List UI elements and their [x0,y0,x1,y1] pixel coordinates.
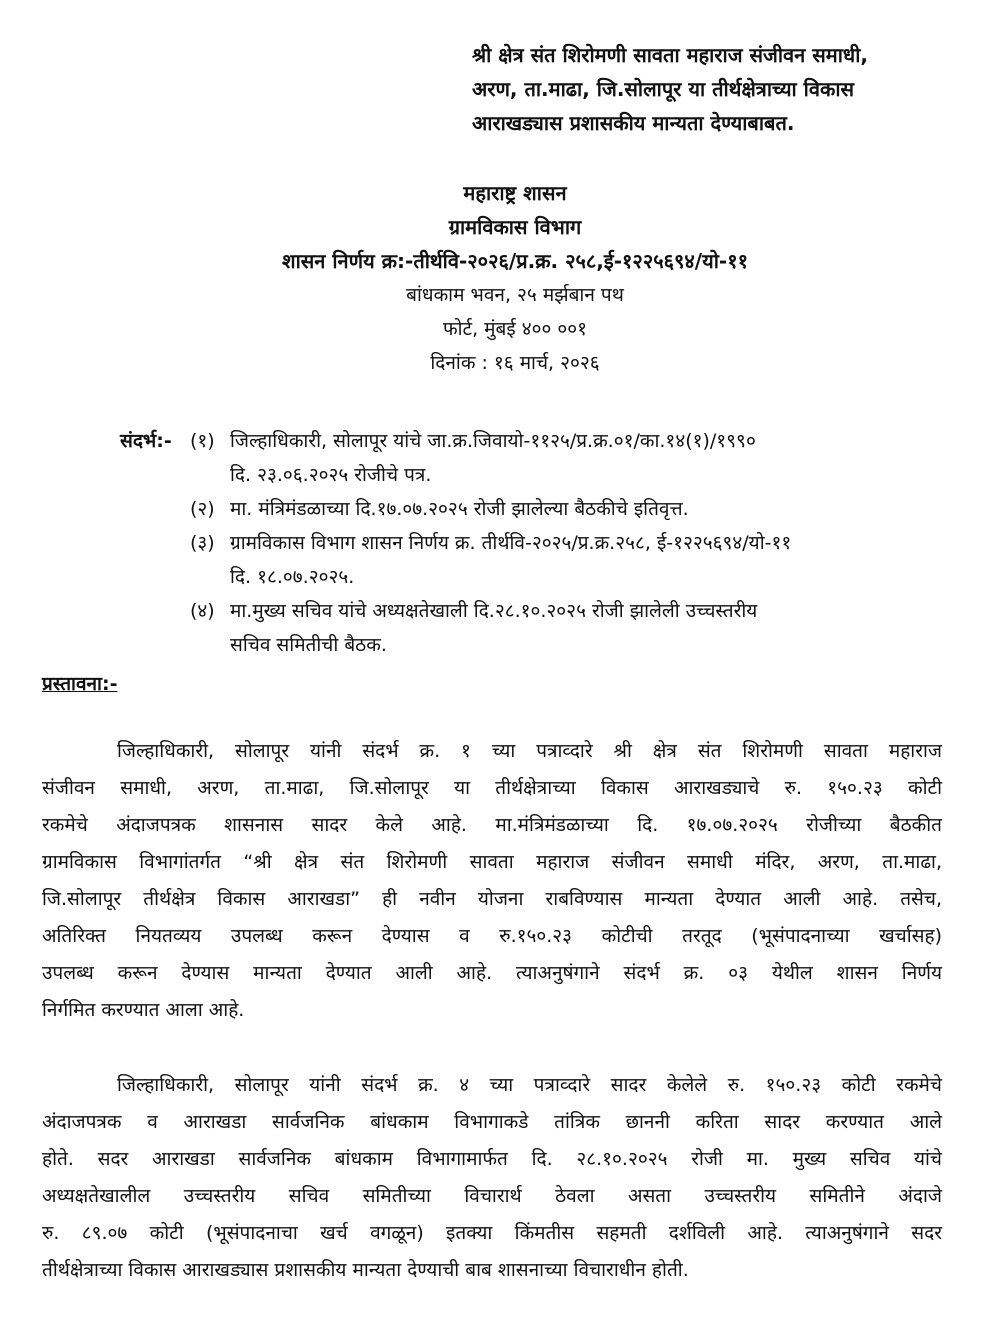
paragraph-line: अंदाजपत्रक व आराखडा सार्वजनिक बांधकाम विभागाकडे तांत्रिक छाननी करिता सादर करण्यात आले [42,1111,942,1133]
reference-text: सचिव समितीची बैठक. [230,634,387,656]
subject-line: श्री क्षेत्र संत शिरोमणी सावता महाराज संजीवन समाधी, [472,43,868,67]
paragraph-line: संजीवन समाधी, अरण, ता.माढा, जि.सोलापूर या तीर्थक्षेत्राच्या विकास आराखड्याचे रु. १५०.२३ कोटी [42,777,942,799]
preamble-paragraph-2 [42,1067,942,1289]
paragraph-line: जिल्हाधिकारी, सोलापूर यांनी संदर्भ क्र. ४ च्या पत्राव्दारे सादर केलेले रु. १५०.२३ कोटी रकमेचे [117,1074,942,1096]
paragraph-line: तीर्थक्षेत्राच्या विकास आराखड्यास प्रशासकीय मान्यता देण्याची बाब शासनाच्या विचाराधीन होती. [42,1259,689,1281]
references-label: संदर्भ:- [120,430,172,452]
reference-number: (४) [190,600,215,622]
reference-number: (१) [190,430,215,452]
subject-line: अरण, ता.माढा, जि.सोलापूर या तीर्थक्षेत्राच्या विकास [472,77,855,101]
paragraph-line: रु. ८९.०७ कोटी (भूसंपादनाचा खर्च वगळून) इतक्या किंमतीस सहमती दर्शविली आहे. त्याअनुषंगाने सदर [42,1222,942,1244]
document-subject [472,38,962,140]
gr-number: शासन निर्णय क्र:-तीर्थवि-२०२६/प्र.क्र. २५८,ई-१२२५६९४/यो-११ [282,249,748,273]
paragraph-line: जिल्हाधिकारी, सोलापूर यांनी संदर्भ क्र. १ च्या पत्राव्दारे श्री क्षेत्र संत शिरोमणी सावता महाराज [117,740,942,762]
reference-text: दि. १८.०७.२०२५. [230,566,355,588]
paragraph-line: ग्रामविकास विभागांतर्गत “श्री क्षेत्र संत शिरोमणी सावता महाराज संजीवन समाधी मंदिर, अरण, ता.माढा, [42,851,942,873]
reference-text: जिल्हाधिकारी, सोलापूर यांचे जा.क्र.जिवायो-११२५/प्र.क्र.०१/का.१४(१)/१९९० [230,430,756,452]
preamble-heading: प्रस्तावना:- [42,673,118,695]
paragraph-line: निर्गमित करण्यात आला आहे. [42,999,245,1021]
address-line-2: फोर्ट, मुंबई ४०० ००१ [442,318,588,340]
reference-text: ग्रामविकास विभाग शासन निर्णय क्र. तीर्थवि-२०२५/प्र.क्र.२५८, ई-१२२५६९४/यो-११ [230,532,792,554]
address-line-1: बांधकाम भवन, २५ मर्झबान पथ [406,284,624,306]
document-header [0,176,988,380]
paragraph-line: होते. सदर आराखडा सार्वजनिक बांधकाम विभागामार्फत दि. २८.१०.२०२५ रोजी मा. मुख्य सचिव यांचे [42,1148,942,1170]
paragraph-line: अध्यक्षतेखालील उच्चस्तरीय सचिव समितीच्या विचारार्थ ठेवला असता उच्चस्तरीय समितीने अंदाजे [42,1185,942,1207]
reference-item [120,526,960,594]
reference-item [120,594,960,662]
paragraph-line: जि.सोलापूर तीर्थक्षेत्र विकास आराखडा” ही नवीन योजना राबविण्यास मान्यता देण्यात आली आहे. तसेच, [42,888,942,910]
department-name: ग्रामविकास विभाग [448,215,582,239]
reference-item [120,492,960,526]
document-date: दिनांक : १६ मार्च, २०२६ [430,352,600,374]
reference-number: (२) [190,498,215,520]
reference-item [120,424,960,492]
preamble-paragraph-1 [42,733,942,1029]
paragraph-line: रकमेचे अंदाजपत्रक शासनास सादर केले आहे. मा.मंत्रिमंडळाच्या दि. १७.०७.२०२५ रोजीच्या बैठकीत [42,814,942,836]
reference-text: मा. मंत्रिमंडळाच्या दि.१७.०७.२०२५ रोजी झालेल्या बैठकीचे इतिवृत्त. [230,498,689,520]
reference-text: मा.मुख्य सचिव यांचे अध्यक्षतेखाली दि.२८.१०.२०२५ रोजी झालेली उच्चस्तरीय [230,600,758,622]
subject-line: आराखड्यास प्रशासकीय मान्यता देण्याबाबत. [472,111,795,135]
reference-number: (३) [190,532,215,554]
paragraph-line: अतिरिक्त नियतव्यय उपलब्ध करून देण्यास व रु.१५०.२३ कोटीची तरतूद (भूसंपादनाच्या खर्चासह) [42,925,942,947]
references-section [120,424,960,662]
reference-text: दि. २३.०६.२०२५ रोजीचे पत्र. [230,464,432,486]
paragraph-line: उपलब्ध करून देण्यास मान्यता देण्यात आली आहे. त्याअनुषंगाने संदर्भ क्र. ०३ येथील शासन निर्णय [42,962,942,984]
government-name: महाराष्ट्र शासन [463,181,567,205]
